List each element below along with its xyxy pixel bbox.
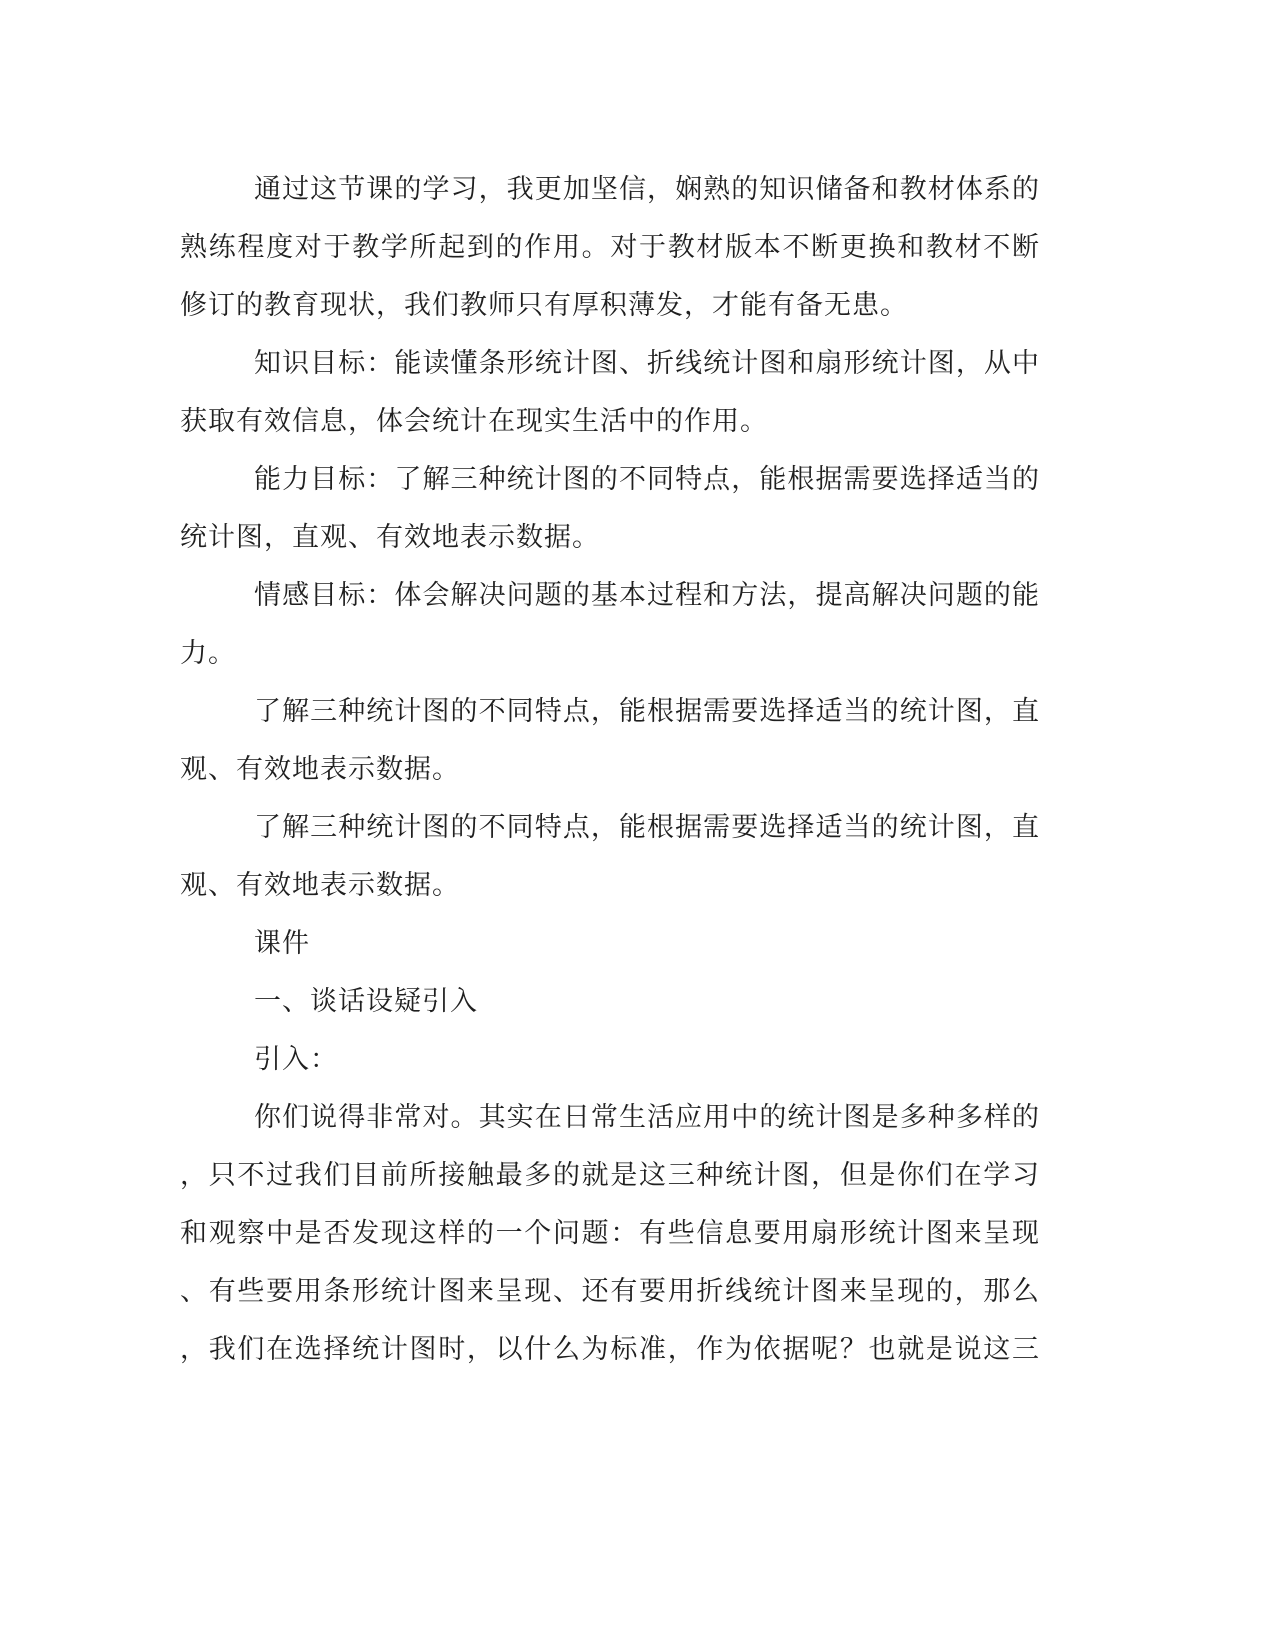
paragraph-line: 了解三种统计图的不同特点，能根据需要选择适当的统计图，直	[254, 812, 1040, 843]
section-heading: 一、谈话设疑引入	[254, 986, 478, 1017]
paragraph-line: 观、有效地表示数据。	[180, 754, 460, 785]
document-body	[180, 161, 1040, 1379]
paragraph-line: 、有些要用条形统计图来呈现、还有要用折线统计图来呈现的，那么	[180, 1276, 1040, 1307]
paragraph-line: 熟练程度对于教学所起到的作用。对于教材版本不断更换和教材不断	[180, 232, 1040, 263]
paragraph-line: ，我们在选择统计图时，以什么为标准，作为依据呢？也就是说这三	[180, 1334, 1040, 1365]
paragraph-line: 情感目标：体会解决问题的基本过程和方法，提高解决问题的能	[254, 580, 1040, 611]
paragraph-line: 了解三种统计图的不同特点，能根据需要选择适当的统计图，直	[254, 696, 1040, 727]
paragraph-line: 和观察中是否发现这样的一个问题：有些信息要用扇形统计图来呈现	[180, 1218, 1040, 1249]
paragraph-line: 获取有效信息，体会统计在现实生活中的作用。	[180, 406, 768, 437]
paragraph-line: 修订的教育现状，我们教师只有厚积薄发，才能有备无患。	[180, 290, 908, 321]
section-label: 课件	[254, 928, 310, 959]
paragraph-line: 统计图，直观、有效地表示数据。	[180, 522, 600, 553]
paragraph-line: 知识目标：能读懂条形统计图、折线统计图和扇形统计图，从中	[254, 348, 1040, 379]
section-label: 引入：	[254, 1044, 338, 1075]
paragraph-line: 你们说得非常对。其实在日常生活应用中的统计图是多种多样的	[254, 1102, 1040, 1133]
paragraph-line: 通过这节课的学习，我更加坚信，娴熟的知识储备和教材体系的	[254, 174, 1040, 205]
paragraph-line: ，只不过我们目前所接触最多的就是这三种统计图，但是你们在学习	[180, 1160, 1040, 1191]
paragraph-line: 能力目标：了解三种统计图的不同特点，能根据需要选择适当的	[254, 464, 1040, 495]
paragraph-line: 观、有效地表示数据。	[180, 870, 460, 901]
paragraph-line: 力。	[180, 638, 236, 669]
